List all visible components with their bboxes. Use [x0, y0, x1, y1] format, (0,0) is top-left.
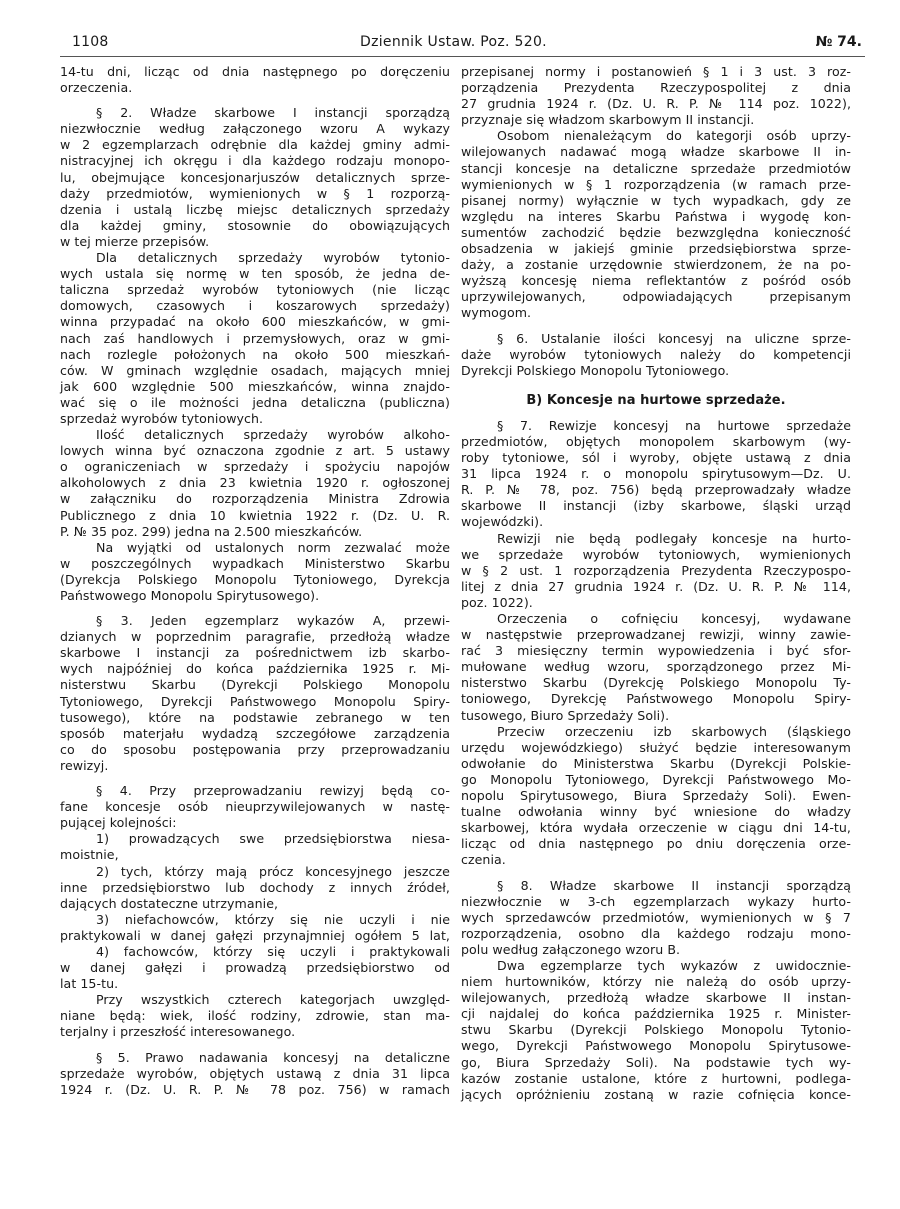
text-line: 2) tych, którzy mają prócz koncesyjnego jeszcze [96, 863, 450, 879]
text-line: porządzenia Prezydenta Rzeczypospolitej z dnia [461, 80, 851, 96]
paragraph-gap [60, 604, 450, 613]
text-line: w danej gałęzi i prowadzą przedsiębiorstwo od [60, 960, 450, 976]
text-line: lowych winna być oznaczona zgodnie z art. 5 ustawy [60, 443, 450, 459]
text-line: niem hurtowników, którzy nie należą do osób uprzy- [461, 974, 851, 990]
page-number: 1108 [72, 34, 109, 50]
text-line: 31 lipca 1924 r. o monopolu spirytusowym—Dz. U. [461, 466, 851, 482]
text-line: wyższą koncesję niema reflektantów z pośród osób [461, 273, 851, 289]
text-line: lat 15-tu. [60, 976, 119, 992]
text-line: licząc od dnia następnego po dniu doręczenia orze- [461, 836, 851, 852]
text-line: wymogom. [461, 305, 532, 321]
text-line: wilejowanych, przedłożą władze skarbowe II instan- [461, 990, 851, 1006]
text-line: § 7. Rewizje koncesyj na hurtowe sprzedaże [497, 417, 851, 433]
text-line: 3) niefachowców, którzy się nie uczyli i nie [96, 911, 450, 927]
paragraph-gap [461, 409, 851, 418]
paragraph-gap [461, 869, 851, 878]
page-header [72, 34, 872, 54]
text-line: dzianych w poprzednim paragrafie, przedłożą władze [60, 629, 450, 645]
text-line: daży przedmiotów, wymienionych w § 1 rozporzą- [60, 185, 450, 201]
text-line: czenia. [461, 852, 506, 868]
text-line: sumentów zachodzić będzie bezwzględna konieczność [461, 224, 851, 240]
text-line: moistnie, [60, 847, 119, 863]
text-line: rozporządzenia, osobno dla każdego rodzaju mono- [461, 925, 851, 941]
text-line: fane koncesje osób nieuprzywilejowanych w nastę- [60, 799, 450, 815]
paragraph-gap [60, 96, 450, 105]
text-line: w poszczególnych wypadkach Ministerstwo Skarbu [60, 555, 450, 571]
text-line: przedmiotów, objętych monopolem skarbowym (wy- [461, 433, 851, 449]
text-line: nach zaś handlowych i przemysłowych, oraz w gmi- [60, 330, 450, 346]
text-line: Na wyjątki od ustalonych norm zezwalać może [96, 539, 450, 555]
text-line: § 3. Jeden egzemplarz wykazów A, przewi- [96, 613, 450, 629]
text-line: alkoholowych z dnia 23 kwietnia 1920 r. ogłoszonej [60, 475, 450, 491]
text-line: go, Biura Sprzedaży Soli). Na podstawie tych wy- [461, 1054, 851, 1070]
text-line: Rewizji nie będą podlegały koncesje na hurto- [497, 530, 851, 546]
text-line: go Monopolu Tytoniowego, Dyrekcji Państwowego Mo- [461, 771, 851, 787]
text-line: pującej kolejności: [60, 815, 177, 831]
text-line: rewizyj. [60, 757, 109, 773]
text-line: dzenia i ustalą liczbę miejsc detalicznych sprzedaży [60, 201, 450, 217]
text-line: Dla detalicznych sprzedaży wyrobów tytonio- [96, 250, 450, 266]
text-line: mułowane według wzoru, sporządzonego przez Mi- [461, 659, 851, 675]
text-line: sprzedaże wyrobów, objętych ustawą z dnia 31 lipca [60, 1065, 450, 1081]
text-line: jących opróżnieniu zostaną w razie cofnięcia konce- [461, 1086, 851, 1102]
text-line: odwołanie do Ministerstwa Skarbu (Dyrekcji Polskie- [461, 755, 851, 771]
text-line: niane będą: wiek, ilość rodziny, zdrowie, stan ma- [60, 1008, 450, 1024]
text-line: roby tytoniowe, sól i wyroby, objęte ustawą z dnia [461, 450, 851, 466]
text-line: 4) fachowców, którzy się uczyli i praktykowali [96, 943, 450, 959]
text-line: nach rozlegle położonych na około 500 mieszkań- [60, 346, 450, 362]
text-line: wilejowanych nadawać mogą władze skarbowe II in- [461, 144, 851, 160]
text-line: R. P. № 78, poz. 756) będą przeprowadzały władze [461, 482, 851, 498]
text-line: pisanej normy) wyłącznie w tych wypadkach, gdy ze [461, 192, 851, 208]
text-line: wać się o ile możności jedna detaliczna (publiczna) [60, 394, 450, 410]
text-line: ców. W gminach względnie osadach, mających mniej [60, 362, 450, 378]
text-line: polu według załączonego wzoru B. [461, 941, 681, 957]
text-line: Osobom nienależącym do kategorji osób uprzy- [497, 128, 851, 144]
text-line: winna przypadać na około 600 mieszkańców, w gmi- [60, 314, 450, 330]
text-line: 14-tu dni, licząc od dnia następnego po doręczeniu [60, 64, 450, 79]
text-line: orzeczenia. [60, 80, 133, 96]
text-line: w § 2 ust. 1 rozporządzenia Prezydenta Rzeczypospo- [461, 562, 851, 578]
text-line: taliczna sprzedaż wyrobów tytoniowych (nie licząc [60, 282, 450, 298]
header-divider [60, 56, 865, 57]
text-line: litej z dnia 27 grudnia 1924 r. (Dz. U. R. P. № 114, [461, 578, 851, 594]
text-line: wego, Dyrekcji Państwowego Monopolu Spirytusowe- [461, 1038, 851, 1054]
text-line: Orzeczenia o cofnięciu koncesyj, wydawane [497, 611, 851, 626]
text-line: skarbowej, która wydała orzeczenie w ciągu dni 14-tu, [461, 820, 851, 836]
text-line: o ograniczeniach w sprzedaży i spożyciu napojów [60, 459, 450, 475]
text-line: stwu Skarbu (Dyrekcji Polskiego Monopolu Tytonio- [461, 1022, 851, 1038]
text-line: daże wyrobów tytoniowych należy do kompetencji [461, 346, 851, 362]
text-line: stancji koncesje na detaliczne sprzedaże przedmiotów [461, 160, 851, 176]
text-line: 27 grudnia 1924 r. (Dz. U. R. P. № 114 poz. 1022), [461, 96, 851, 112]
text-line: § 5. Prawo nadawania koncesyj na detaliczne [96, 1049, 450, 1065]
text-line: Tytoniowego, Dyrekcji Państwowego Monopolu Spiry- [60, 693, 450, 709]
paragraph-gap [60, 1041, 450, 1050]
text-line: § 4. Przy przeprowadzaniu rewizyj będą co- [96, 783, 450, 799]
text-line: tusowego), które na podstawie zebranego w ten [60, 709, 450, 725]
text-line: Publicznego z dnia 10 kwietnia 1922 r. (Dz. U. R. [60, 507, 450, 523]
text-line: obsadzenia w jakiejś gminie przedsiębiorstwa sprze- [461, 241, 851, 257]
text-line: w załączniku do rozporządzenia Ministra Zdrowia [60, 491, 450, 507]
text-line: sposób materjału wydadzą szczegółowe zarządzenia [60, 725, 450, 741]
text-line: wymienionych w § 1 rozporządzenia (w ramach prze- [461, 176, 851, 192]
text-line: kazów zostanie ustalone, które z hurtowni, podlega- [461, 1070, 851, 1086]
section-heading: B) Koncesje na hurtowe sprzedaże. [526, 392, 786, 408]
text-line: uprzywilejowanych, odpowiadających przepisanym [461, 289, 851, 305]
text-line: wych ustala się normę w ten sposób, że jedna de- [60, 266, 450, 282]
text-line: wych sprzedawców przedmiotów, wymienionych w § 7 [461, 909, 851, 925]
text-line: co do sposobu postępowania przy przeprowadzaniu [60, 741, 450, 757]
text-line: (Dyrekcja Polskiego Monopolu Tytoniowego, Dyrekcja [60, 571, 450, 587]
text-line: rać 3 miesięczny termin wypowiedzenia i być sfor- [461, 643, 851, 659]
text-line: wojewódzki). [461, 514, 544, 530]
text-line: skarbowe II instancji (izby skarbowe, śląski urząd [461, 498, 851, 514]
text-line: § 8. Władze skarbowe II instancji sporządzą [497, 877, 851, 893]
text-line: tualne odwołania winny być wniesione do władzy [461, 804, 851, 820]
text-line: w 2 egzemplarzach odrębnie dla każdej gminy admi- [60, 137, 450, 153]
text-line: § 2. Władze skarbowe I instancji sporządzą [96, 105, 450, 121]
text-line: jak 600 względnie 500 mieszkańców, winna znajdo- [60, 378, 450, 394]
text-line: niezwłocznie w 3-ch egzemplarzach wykazy hurto- [461, 893, 851, 909]
text-line: praktykowali w danej gałęzi przynajmniej ogółem 5 lat, [60, 927, 450, 943]
paragraph-gap [60, 774, 450, 783]
text-line: w następstwie przeprowadzanej rewizji, winny zawie- [461, 627, 851, 643]
left-column [60, 64, 450, 1098]
text-line: w tej mierze przepisów. [60, 233, 210, 249]
text-line: Państwowego Monopolu Spirytusowego). [60, 588, 320, 603]
text-line: urzędu wojewódzkiego) służyć będzie interesowanym [461, 739, 851, 755]
text-line: we sprzedaże wyrobów tytoniowych, wymienionych [461, 546, 851, 562]
text-line: domowych, czasowych i koszarowych sprzedaży) [60, 298, 450, 314]
section-gap [461, 379, 851, 393]
text-line: nisterstwo Skarbu (Dyrekcję Polskiego Monopolu Ty- [461, 675, 851, 691]
text-line: niezwłocznie według załączonego wzoru A wykazy [60, 121, 450, 137]
paragraph-gap [461, 322, 851, 331]
text-line: dla każdej gminy, stosownie do obowiązujących [60, 217, 450, 233]
text-line: § 6. Ustalanie ilości koncesyj na uliczne sprze- [497, 330, 851, 346]
text-line: przyznaje się władzom skarbowym II instancji. [461, 112, 755, 128]
text-line: Dyrekcji Polskiego Monopolu Tytoniowego. [461, 362, 730, 378]
text-line: Ilość detalicznych sprzedaży wyrobów alkoho- [96, 427, 450, 443]
text-line: sprzedaż wyrobów tytoniowych. [60, 410, 264, 426]
text-line: skarbowe I instancji za pośrednictwem izb skarbo- [60, 645, 450, 661]
text-line: Przy wszystkich czterech kategorjach uwzględ- [96, 992, 450, 1008]
text-line: terjalny i przeszłość interesowanego. [60, 1024, 296, 1040]
text-line: 1924 r. (Dz. U. R. P. № 78 poz. 756) w ramach [60, 1081, 450, 1097]
text-line: cji najdalej do końca października 1925 r. Minister- [461, 1006, 851, 1022]
text-line: inne przedsiębiorstwo lub dochody z innych źródeł, [60, 879, 450, 895]
text-line: daży, a zostanie urzędownie stwierdzonem, że na po- [461, 257, 851, 273]
text-line: P. № 35 poz. 299) jedna na 2.500 mieszkańców. [60, 523, 363, 539]
text-line: toniowego, Dyrekcję Państwowego Monopolu Spiry- [461, 691, 851, 707]
text-line: tusowego, Biuro Sprzedaży Soli). [461, 707, 670, 723]
text-line: nisterstwu Skarbu (Dyrekcji Polskiego Monopolu [60, 677, 450, 693]
text-line: nopolu Spirytusowego, Biura Sprzedaży Soli). Ewen- [461, 788, 851, 804]
text-line: lu, obejmujące koncesjonarjuszów detalicznych sprze- [60, 169, 450, 185]
issue-number: № 74. [815, 34, 862, 50]
text-line: przepisanej normy i postanowień § 1 i 3 ust. 3 roz- [461, 64, 851, 79]
text-line: dających dostateczne utrzymanie, [60, 895, 279, 911]
right-column [461, 64, 851, 1103]
journal-title: Dziennik Ustaw. Poz. 520. [360, 34, 547, 50]
text-line: 1) prowadzących swe przedsiębiorstwa niesa- [96, 831, 450, 847]
text-line: wych najpóźniej do końca października 1925 r. Mi- [60, 661, 450, 677]
text-line: Dwa egzemplarze tych wykazów z uwidocznie- [497, 957, 851, 973]
text-line: względu na interes Skarbu Państwa i wygodę kon- [461, 208, 851, 224]
text-line: poz. 1022). [461, 594, 533, 610]
text-line: nistracyjnej ich okręgu i dla każdego rodzaju monopo- [60, 153, 450, 169]
text-line: Przeciw orzeczeniu izb skarbowych (śląskiego [497, 723, 851, 739]
